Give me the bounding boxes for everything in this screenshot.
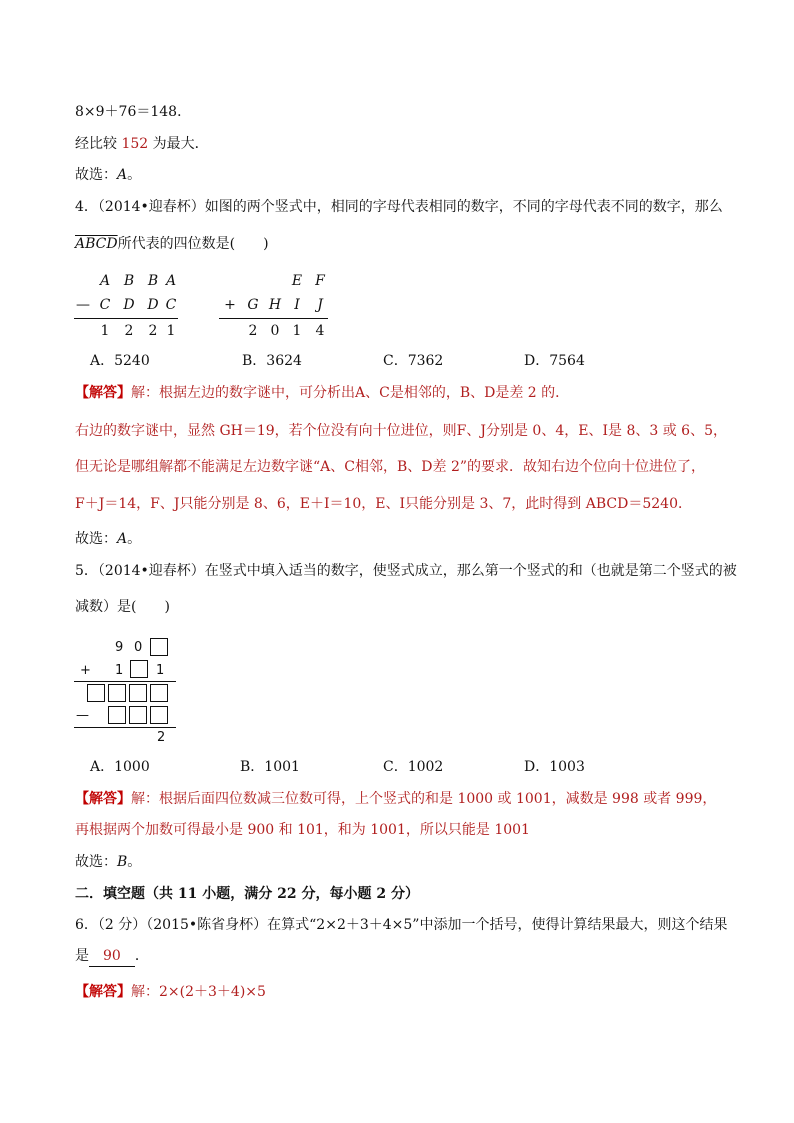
answer-value: A bbox=[117, 531, 128, 547]
minus-sign: — bbox=[76, 297, 90, 313]
q5-solution-line1 bbox=[75, 789, 716, 809]
answer-box[interactable] bbox=[87, 684, 105, 702]
answer-box[interactable] bbox=[150, 638, 168, 656]
q4-answer bbox=[75, 529, 141, 549]
puzzle-digit: B bbox=[123, 273, 135, 289]
puzzle-rule bbox=[74, 681, 176, 682]
puzzle-digit: A bbox=[165, 273, 177, 289]
answer-label: 故选： bbox=[75, 167, 117, 183]
answer-end: 。 bbox=[127, 531, 142, 547]
puzzle-digit: F bbox=[315, 273, 325, 289]
puzzle-digit: 1 bbox=[166, 323, 176, 339]
answer-value: B bbox=[117, 854, 128, 870]
solution-tag: 【解答】 bbox=[75, 791, 131, 807]
q5-solution-line2: 再根据两个加数可得最小是 900 和 101，和为 1001，所以只能是 1001 bbox=[75, 822, 530, 838]
puzzle-digit: G bbox=[247, 297, 259, 313]
puzzle-digit: B bbox=[147, 273, 159, 289]
puzzle-digit: 1 bbox=[115, 663, 124, 678]
puzzle-digit: C bbox=[99, 297, 111, 313]
option-a[interactable]: A．1000 bbox=[90, 759, 150, 775]
answer-box[interactable] bbox=[150, 706, 168, 724]
q6-stem-prefix: 是 bbox=[75, 948, 89, 964]
puzzle-digit: 0 bbox=[134, 640, 143, 655]
puzzle-digit: J bbox=[317, 297, 323, 313]
option-b[interactable]: B．3624 bbox=[242, 353, 302, 369]
q4-stem2: 所代表的四位数是( ) bbox=[117, 236, 269, 252]
q6-solution-line1 bbox=[75, 982, 266, 1002]
puzzle-digit: 4 bbox=[315, 323, 325, 339]
option-a[interactable]: A．5240 bbox=[90, 353, 150, 369]
puzzle-digit: 2 bbox=[148, 323, 158, 339]
q4-stem-line1: 4．（2014•迎春杯）如图的两个竖式中，相同的字母代表相同的数字，不同的字母代表不同的数字，那么 bbox=[75, 199, 723, 215]
q4-solution-line4: F＋J＝14，F、J只能分别是 8、6，E＋I＝10，E、I只能分别是 3、7，此时得到 ABCD＝5240． bbox=[75, 496, 692, 512]
puzzle-digit: 2 bbox=[124, 323, 134, 339]
option-d[interactable]: D．1003 bbox=[524, 759, 585, 775]
puzzle-digit: 2 bbox=[248, 323, 258, 339]
compare-suffix: 为最大． bbox=[152, 136, 209, 152]
minus-sign: — bbox=[76, 708, 89, 723]
q4-solution-line3: 但无论是哪组解都不能满足左边数字谜“A、C相邻，B、D差 2”的要求．故知右边个位向十位进位了， bbox=[75, 459, 706, 475]
answer-label: 故选： bbox=[75, 854, 117, 870]
section-heading: 二．填空题（共 11 小题，满分 22 分，每小题 2 分） bbox=[75, 886, 419, 902]
q6-stem-suffix: ． bbox=[134, 948, 149, 964]
q5-stem-line1: 5．（2014•迎春杯）在竖式中填入适当的数字，使竖式成立，那么第一个竖式的和（也就是第二个竖式的被 bbox=[75, 563, 737, 579]
solution-text: 解：根据后面四位数减三位数可得，上个竖式的和是 1000 或 1001，减数是 998 或者 999， bbox=[131, 791, 717, 807]
compare-line bbox=[75, 134, 209, 154]
solution-tag: 【解答】 bbox=[75, 385, 131, 401]
option-c[interactable]: C．1002 bbox=[383, 759, 444, 775]
plus-sign: + bbox=[80, 663, 91, 678]
puzzle-rule bbox=[219, 318, 328, 319]
q6-stem-line1: 6．（2 分）（2015•陈省身杯）在算式“2×2＋3＋4×5”中添加一个括号，使得计算结果最大，则这个结果 bbox=[75, 917, 728, 933]
q5-stem-line2: 减数）是( ) bbox=[75, 599, 170, 615]
option-c[interactable]: C．7362 bbox=[383, 353, 444, 369]
answer-box[interactable] bbox=[130, 660, 148, 678]
option-d[interactable]: D．7564 bbox=[524, 353, 585, 369]
puzzle-digit: I bbox=[294, 297, 300, 313]
answer3-line bbox=[75, 165, 141, 185]
answer-end: 。 bbox=[127, 167, 142, 183]
calc-line: 8×9＋76＝148． bbox=[75, 104, 192, 120]
option-b[interactable]: B．1001 bbox=[240, 759, 300, 775]
q4-stem-line2 bbox=[75, 234, 269, 254]
solution-tag: 【解答】 bbox=[75, 984, 131, 1000]
abcd-overline: ABCD bbox=[75, 236, 118, 252]
q4-solution-line1 bbox=[75, 383, 569, 403]
q6-stem-line2 bbox=[75, 946, 149, 967]
answer-box[interactable] bbox=[108, 706, 126, 724]
compare-value: 152 bbox=[121, 136, 149, 152]
puzzle-digit: C bbox=[165, 297, 177, 313]
puzzle-digit: H bbox=[268, 297, 282, 313]
puzzle-digit: D bbox=[123, 297, 135, 313]
puzzle-digit: 1 bbox=[100, 323, 110, 339]
solution-text: 解：2×(2＋3＋4)×5 bbox=[131, 984, 266, 1000]
answer-box[interactable] bbox=[108, 684, 126, 702]
puzzle-digit: 0 bbox=[270, 323, 280, 339]
answer-box[interactable] bbox=[129, 684, 147, 702]
answer-box[interactable] bbox=[129, 706, 147, 724]
answer-value: A bbox=[117, 167, 128, 183]
plus-sign: + bbox=[224, 297, 236, 313]
compare-prefix: 经比较 bbox=[75, 136, 117, 152]
answer-box[interactable] bbox=[150, 684, 168, 702]
puzzle-digit: 9 bbox=[115, 640, 124, 655]
q5-answer bbox=[75, 852, 141, 872]
fill-blank[interactable]: 90 bbox=[89, 946, 135, 967]
puzzle-digit: D bbox=[147, 297, 159, 313]
puzzle-digit: E bbox=[291, 273, 303, 289]
puzzle-rule bbox=[74, 727, 176, 728]
puzzle-digit: A bbox=[99, 273, 111, 289]
solution-text: 解：根据左边的数字谜中，可分析出A、C是相邻的，B、D是差 2 的． bbox=[131, 385, 570, 401]
answer-end: 。 bbox=[127, 854, 142, 870]
q4-solution-line2: 右边的数字谜中，显然 GH＝19，若个位没有向十位进位，则F、J分别是 0、4，E、I是 8、3 或 6、5， bbox=[75, 423, 727, 439]
puzzle-rule bbox=[74, 318, 178, 319]
puzzle-digit: 2 bbox=[157, 730, 166, 745]
answer-label: 故选： bbox=[75, 531, 117, 547]
q4-options bbox=[90, 351, 690, 371]
puzzle-digit: 1 bbox=[156, 663, 165, 678]
q5-options bbox=[90, 757, 690, 777]
puzzle-digit: 1 bbox=[292, 323, 302, 339]
